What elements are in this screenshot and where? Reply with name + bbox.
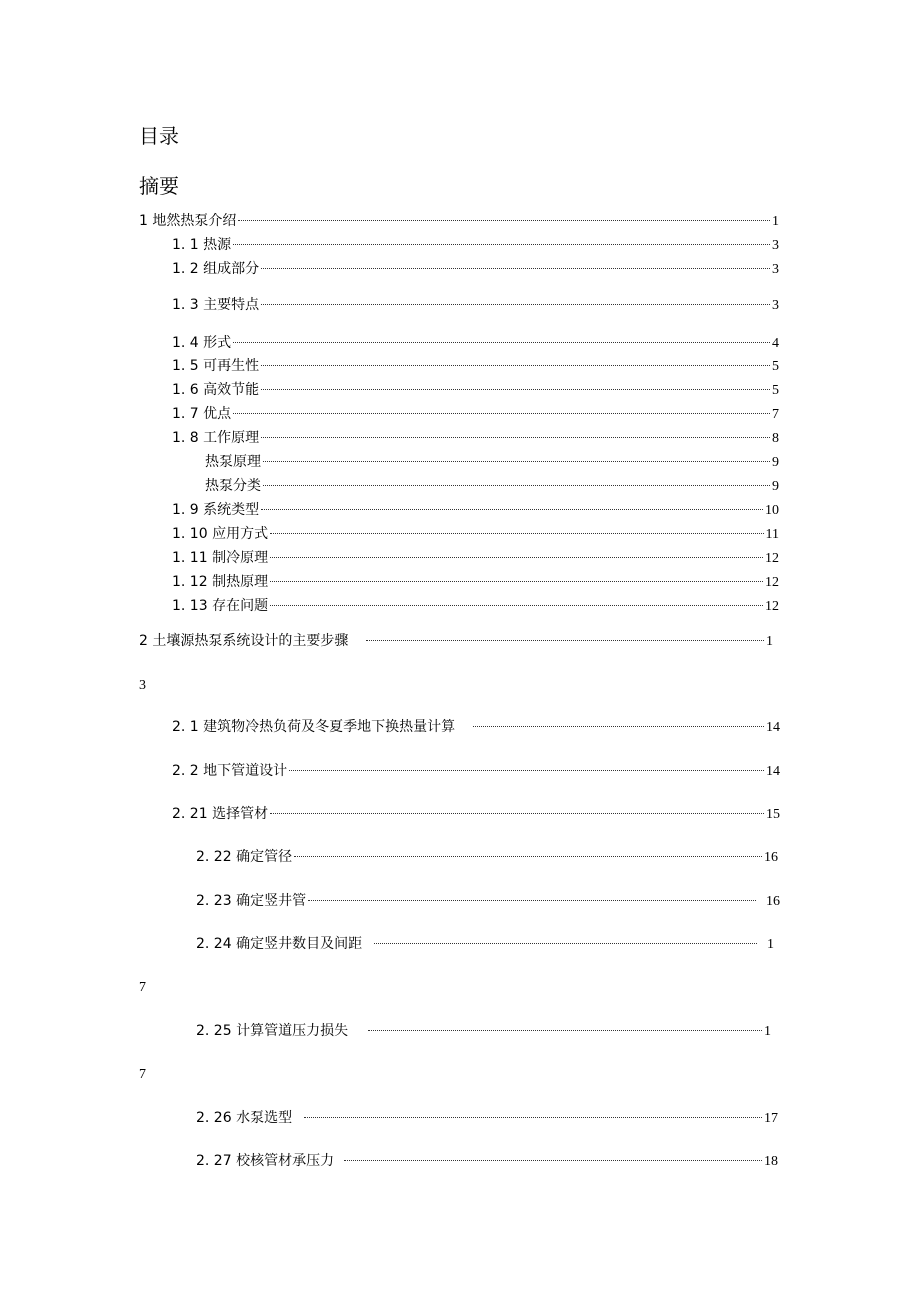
toc-page: 5 <box>772 383 779 398</box>
heading-abstract: 摘要 <box>139 174 179 198</box>
toc-entry[interactable] <box>196 1022 771 1041</box>
dot-leader <box>261 509 763 510</box>
toc-page: 3 <box>772 298 779 313</box>
toc-label: 1. 5 可再生性 <box>172 358 260 374</box>
dot-leader <box>261 437 770 438</box>
toc-label: 2. 2 地下管道设计 <box>172 763 288 779</box>
toc-label: 1. 12 制热原理 <box>172 574 269 590</box>
toc-page: 12 <box>765 599 779 614</box>
toc-entry[interactable] <box>172 260 779 279</box>
toc-page: 16 <box>766 894 780 909</box>
toc-label: 2. 1 建筑物冷热负荷及冬夏季地下换热量计算 <box>172 719 456 735</box>
dot-leader <box>368 1030 762 1031</box>
toc-page: 17 <box>764 1111 778 1126</box>
toc-page: 1 <box>764 1024 771 1039</box>
dot-leader <box>366 640 764 641</box>
dot-leader <box>261 389 770 390</box>
toc-label: 1. 13 存在问题 <box>172 598 269 614</box>
dot-leader <box>263 461 770 462</box>
toc-label: 1. 7 优点 <box>172 406 232 422</box>
toc-page: 4 <box>772 336 779 351</box>
toc-page: 3 <box>772 238 779 253</box>
dot-leader <box>263 485 770 486</box>
toc-label: 1. 3 主要特点 <box>172 297 260 313</box>
toc-page: 16 <box>764 850 778 865</box>
toc-page: 8 <box>772 431 779 446</box>
toc-entry[interactable] <box>172 762 780 781</box>
toc-label: 1. 2 组成部分 <box>172 261 260 277</box>
toc-label: 2. 22 确定管径 <box>196 849 293 865</box>
toc-page: 1 <box>766 634 773 649</box>
toc-entry[interactable] <box>172 381 779 400</box>
toc-entry[interactable] <box>172 334 779 353</box>
toc-label: 1. 6 高效节能 <box>172 382 260 398</box>
toc-entry[interactable] <box>172 549 779 568</box>
toc-entry[interactable] <box>172 405 779 424</box>
toc-page: 12 <box>765 551 779 566</box>
toc-page: 11 <box>765 527 779 542</box>
heading-contents: 目录 <box>139 124 179 148</box>
dot-leader <box>344 1160 762 1161</box>
dot-leader <box>270 813 764 814</box>
toc-entry[interactable] <box>196 935 774 954</box>
toc-label: 1. 10 应用方式 <box>172 526 269 542</box>
toc-label: 热泵原理 <box>205 454 261 470</box>
toc-label: 2 土壤源热泵系统设计的主要步骤 <box>139 633 349 649</box>
toc-entry[interactable] <box>172 573 779 592</box>
toc-page: 9 <box>772 479 779 494</box>
toc-label: 1. 1 热源 <box>172 237 232 253</box>
toc-page: 12 <box>765 575 779 590</box>
dot-leader <box>473 726 764 727</box>
stray-page-fragment: 7 <box>139 980 146 995</box>
dot-leader <box>308 900 756 901</box>
dot-leader <box>238 220 770 221</box>
stray-page-fragment: 3 <box>139 678 146 693</box>
dot-leader <box>374 943 757 944</box>
toc-entry[interactable] <box>139 212 779 231</box>
toc-entry[interactable] <box>172 525 779 544</box>
stray-page-fragment: 7 <box>139 1067 146 1082</box>
dot-leader <box>304 1117 762 1118</box>
dot-leader <box>270 533 763 534</box>
dot-leader <box>270 557 763 558</box>
dot-leader <box>261 365 770 366</box>
toc-entry[interactable] <box>196 892 780 911</box>
toc-page: 9 <box>772 455 779 470</box>
toc-entry[interactable] <box>172 357 779 376</box>
toc-label: 2. 26 水泵选型 <box>196 1110 293 1126</box>
toc-entry[interactable] <box>172 805 780 824</box>
toc-label: 1. 11 制冷原理 <box>172 550 269 566</box>
toc-entry[interactable] <box>172 296 779 315</box>
toc-entry[interactable] <box>196 848 778 867</box>
toc-label: 1. 9 系统类型 <box>172 502 260 518</box>
dot-leader <box>270 605 763 606</box>
toc-label: 1. 8 工作原理 <box>172 430 260 446</box>
toc-page: 7 <box>772 407 779 422</box>
dot-leader <box>233 413 770 414</box>
toc-label: 1. 4 形式 <box>172 335 232 351</box>
toc-page: 3 <box>772 262 779 277</box>
toc-page: 5 <box>772 359 779 374</box>
toc-entry[interactable] <box>172 718 780 737</box>
dot-leader <box>270 581 763 582</box>
toc-entry[interactable] <box>172 597 779 616</box>
toc-label: 2. 24 确定竖井数目及间距 <box>196 936 363 952</box>
toc-page: 1 <box>767 937 774 952</box>
toc-label: 2. 23 确定竖井管 <box>196 893 307 909</box>
dot-leader <box>261 304 770 305</box>
toc-label: 2. 21 选择管材 <box>172 806 269 822</box>
toc-entry[interactable] <box>196 1152 778 1171</box>
toc-page: 15 <box>766 807 780 822</box>
toc-entry[interactable] <box>205 453 779 472</box>
toc-label: 热泵分类 <box>205 478 261 494</box>
toc-page: 10 <box>765 503 779 518</box>
toc-entry[interactable] <box>172 429 779 448</box>
dot-leader <box>294 856 762 857</box>
toc-label: 2. 27 校核管材承压力 <box>196 1153 335 1169</box>
toc-page: 14 <box>766 764 780 779</box>
dot-leader <box>233 244 770 245</box>
toc-entry[interactable] <box>196 1109 778 1128</box>
dot-leader <box>261 268 770 269</box>
dot-leader <box>289 770 764 771</box>
dot-leader <box>233 342 770 343</box>
toc-page: 1 <box>772 214 779 229</box>
toc-page: 18 <box>764 1154 778 1169</box>
toc-label: 1 地然热泵介绍 <box>139 213 237 229</box>
toc-page: 14 <box>766 720 780 735</box>
toc-entry[interactable] <box>205 477 779 496</box>
toc-entry[interactable] <box>172 501 779 520</box>
toc-entry[interactable] <box>139 632 773 651</box>
toc-entry[interactable] <box>172 236 779 255</box>
toc-label: 2. 25 计算管道压力损失 <box>196 1023 349 1039</box>
